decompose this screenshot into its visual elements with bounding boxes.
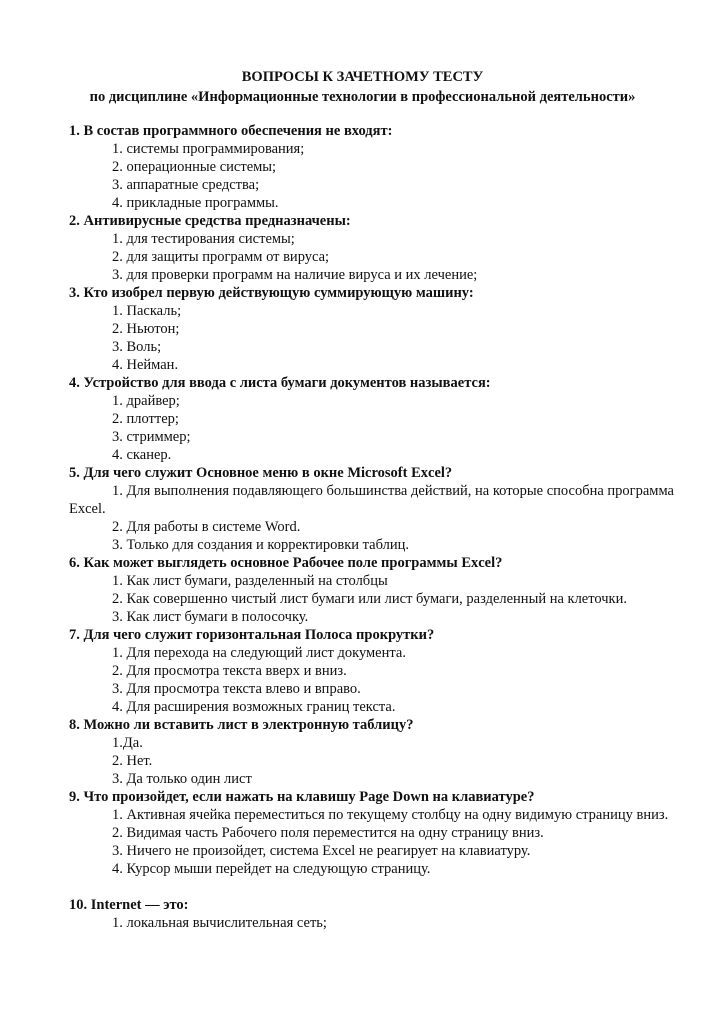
answer-option: 1. для тестирования системы; [112,231,295,247]
question-8 [69,716,674,788]
answer-option: 4. Для расширения возможных границ текста. [112,699,396,715]
answer-option: 2. Ньютон; [112,321,180,337]
answer-option: 1. Как лист бумаги, разделенный на столбцы [112,573,388,589]
spacer [69,878,674,896]
answer-option: 2. плоттер; [112,411,179,427]
answer-option: 3. для проверки программ на наличие вируса и их лечение; [112,267,478,283]
answer-option: 1. системы программирования; [112,141,305,157]
answer-option: 4. Курсор мыши перейдет на следующую страницу. [112,861,431,877]
answer-option: 2. Для работы в системе Word. [112,519,301,535]
question-2 [69,212,674,284]
answer-option: 1. Для перехода на следующий лист документа. [112,645,406,661]
question-4 [69,374,674,464]
answer-option: 2. Как совершенно чистый лист бумаги или лист бумаги, разделенный на клеточки. [112,591,627,607]
answer-option: 3. стриммер; [112,429,191,445]
question-9 [69,788,674,878]
question-title: 8. Можно ли вставить лист в электронную таблицу? [69,717,414,733]
answer-option: 1. локальная вычислительная сеть; [112,915,327,931]
answer-option: 3. Для просмотра текста влево и вправо. [112,681,361,697]
question-title: 6. Как может выглядеть основное Рабочее поле программы Excel? [69,555,503,571]
answer-option: 3. аппаратные средства; [112,177,260,193]
question-title: 3. Кто изобрел первую действующую суммирующую машину: [69,285,474,301]
question-title: 5. Для чего служит Основное меню в окне Microsoft Excel? [69,465,453,481]
answer-option: 3. Ничего не произойдет, система Excel не реагирует на клавиатуру. [112,843,531,859]
questions-list [69,122,674,932]
answer-option: 3. Воль; [112,339,162,355]
answer-option: 4. прикладные программы. [112,195,279,211]
answer-option: 1. драйвер; [112,393,180,409]
answer-option: 4. Нейман. [112,357,179,373]
question-10 [69,896,674,932]
question-title: 7. Для чего служит горизонтальная Полоса прокрутки? [69,627,435,643]
document-title: ВОПРОСЫ К ЗАЧЕТНОМУ ТЕСТУ [241,69,484,85]
answer-option: 2. Для просмотра текста вверх и вниз. [112,663,347,679]
answer-option: 1.Да. [112,735,143,751]
question-7 [69,626,674,716]
question-title: 9. Что произойдет, если нажать на клавишу Page Down на клавиатуре? [69,789,535,805]
question-title: 10. Internet — это: [69,897,189,913]
answer-option: 4. сканер. [112,447,172,463]
answer-option: 3. Да только один лист [112,771,252,787]
question-title: 2. Антивирусные средства предназначены: [69,213,351,229]
answer-option: 3. Только для создания и корректировки таблиц. [112,537,409,553]
answer-option: 1. Активная ячейка переместиться по текущему столбцу на одну видимую страницу вниз. [112,807,669,823]
question-title: 4. Устройство для ввода с листа бумаги документов называется: [69,375,491,391]
question-6 [69,554,674,626]
answer-option: 2. Видимая часть Рабочего поля переместится на одну страницу вниз. [112,825,544,841]
question-3 [69,284,674,374]
question-5 [69,464,674,554]
question-title: 1. В состав программного обеспечения не входят: [69,123,393,139]
answer-option: 3. Как лист бумаги в полосочку. [112,609,309,625]
document-subtitle: по дисциплине «Информационные технологии в профессиональной деятельности» [89,89,636,105]
answer-option: 2. Нет. [112,753,153,769]
question-1 [69,122,674,212]
answer-option: 2. операционные системы; [112,159,277,175]
answer-option: 2. для защиты программ от вируса; [112,249,330,265]
answer-option: 1. Паскаль; [112,303,182,319]
answer-option: 1. Для выполнения подавляющего большинства действий, на которые способна программа Excel. [69,483,674,517]
